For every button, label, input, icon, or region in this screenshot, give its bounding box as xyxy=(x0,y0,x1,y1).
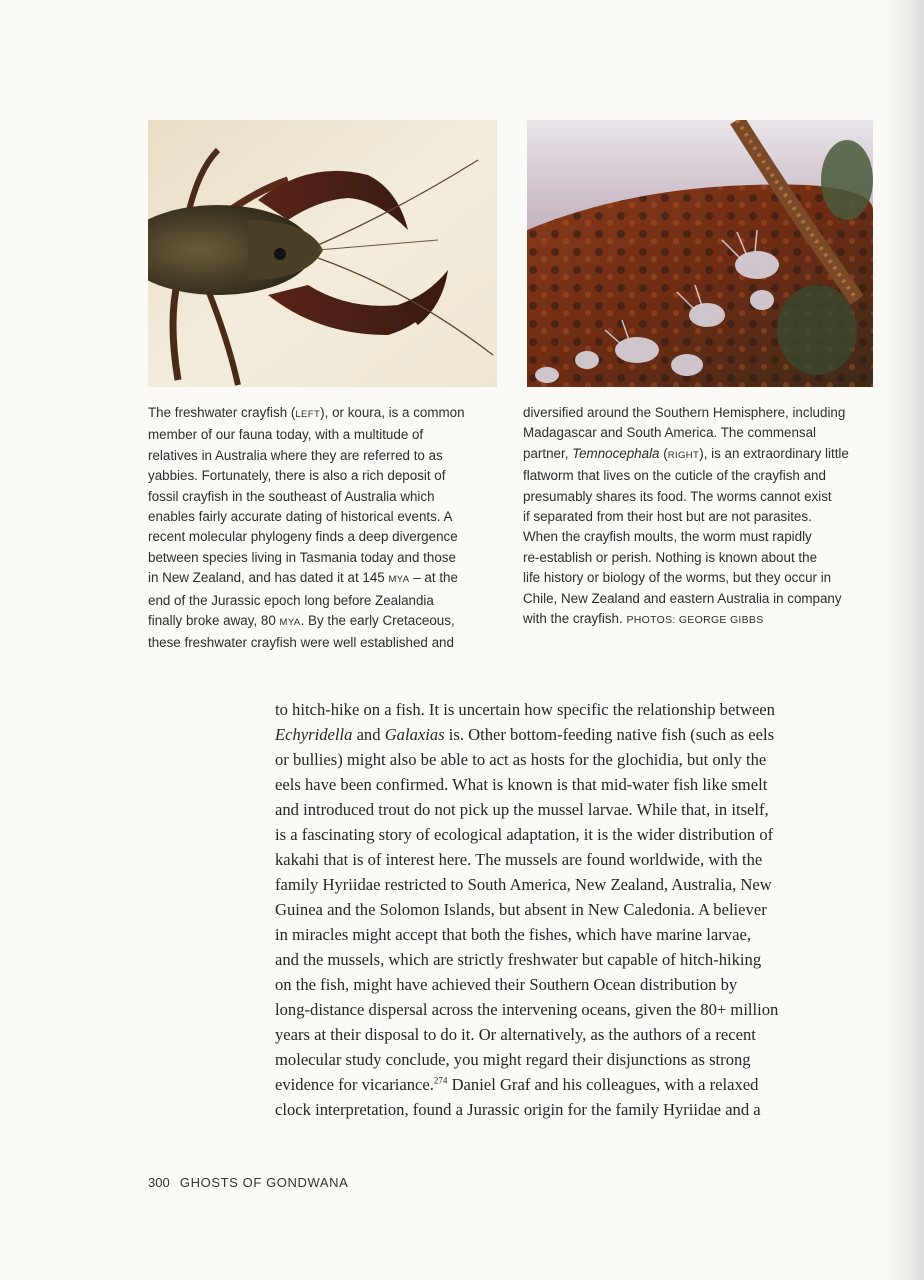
body-line: long-distance dispersal across the intervening oceans, given the 80+ million xyxy=(275,1000,779,1019)
small-caps: MYA xyxy=(279,617,301,629)
caption-line: end of the Jurassic epoch long before Zealandia xyxy=(148,592,434,608)
caption-line: Madagascar and South America. The commensal xyxy=(523,425,817,441)
crayfish-photo xyxy=(148,120,497,387)
caption-line: life history or biology of the worms, but they occur in xyxy=(523,570,832,586)
body-line: in miracles might accept that both the fishes, which have marine larvae, xyxy=(275,925,751,944)
caption-line: Chile, New Zealand and eastern Australia in company xyxy=(523,590,842,606)
body-line: is a fascinating story of ecological adaptation, it is the wider distribution of xyxy=(275,825,774,844)
body-line: Guinea and the Solomon Islands, but absent in New Caledonia. A believer xyxy=(275,900,767,919)
caption-line: presumably shares its food. The worms cannot exist xyxy=(523,488,832,504)
body-line: clock interpretation, found a Jurassic origin for the family Hyriidae and a xyxy=(275,1100,761,1119)
caption-line: member of our fauna today, with a multitude of xyxy=(148,427,424,443)
caption-line: flatworm that lives on the cuticle of the crayfish and xyxy=(523,468,826,484)
footnote-reference: 274 xyxy=(433,1075,448,1086)
body-line: and the mussels, which are strictly freshwater but capable of hitch-hiking xyxy=(275,950,762,969)
caption-line: relatives in Australia where they are referred to as xyxy=(148,447,443,463)
page-footer xyxy=(148,1175,348,1190)
italic-term: Temnocephala xyxy=(572,445,660,461)
small-caps: MYA xyxy=(388,574,410,586)
body-paragraph xyxy=(275,697,875,1122)
page-number: 300 xyxy=(148,1175,170,1190)
body-line: Echyridella and Galaxias is. Other bottom-feeding native fish (such as eels xyxy=(275,725,775,744)
caption-line: The freshwater crayfish (LEFT), or koura, is a common xyxy=(148,405,465,420)
caption-line: with the crayfish. PHOTOS: GEORGE GIBBS xyxy=(523,611,764,627)
caption-line: recent molecular phylogeny finds a deep divergence xyxy=(148,529,458,545)
caption-line: re-establish or perish. Nothing is known about the xyxy=(523,549,818,565)
body-line: years at their disposal to do it. Or alternatively, as the authors of a recent xyxy=(275,1025,756,1044)
temnocephala-photo xyxy=(527,120,873,387)
italic-term: Echyridella xyxy=(275,725,353,744)
caption-line: if separated from their host but are not parasites. xyxy=(523,509,812,525)
body-line: kakahi that is of interest here. The mussels are found worldwide, with the xyxy=(275,850,763,869)
body-line: on the fish, might have achieved their Southern Ocean distribution by xyxy=(275,975,738,994)
running-title: GHOSTS OF GONDWANA xyxy=(179,1175,349,1190)
caption-line: enables fairly accurate dating of historical events. A xyxy=(148,509,453,525)
caption-left xyxy=(148,403,493,654)
caption-line: yabbies. Fortunately, there is also a rich deposit of xyxy=(148,468,446,484)
body-line: or bullies) might also be able to act as hosts for the glochidia, but only the xyxy=(275,750,767,769)
body-line: to hitch-hike on a fish. It is uncertain how specific the relationship between xyxy=(275,700,775,719)
small-caps: LEFT xyxy=(295,409,321,420)
italic-term: Galaxias xyxy=(384,725,445,744)
photo-credit: PHOTOS: GEORGE GIBBS xyxy=(626,614,764,627)
page-edge-shadow xyxy=(884,0,924,1280)
body-line: evidence for vicariance.$^{274}$ Daniel Graf and his colleagues, with a relaxed xyxy=(275,1075,759,1094)
body-line: molecular study conclude, you might regard their disjunctions as strong xyxy=(275,1050,751,1069)
caption-line: in New Zealand, and has dated it at 145 MYA – at the xyxy=(148,570,458,586)
caption-line: diversified around the Southern Hemisphere, including xyxy=(523,405,846,420)
small-caps: RIGHT xyxy=(667,449,700,461)
body-line: family Hyriidae restricted to South America, New Zealand, Australia, New xyxy=(275,875,772,894)
caption-line: these freshwater crayfish were well established and xyxy=(148,635,454,651)
caption-line: fossil crayfish in the southeast of Australia which xyxy=(148,488,435,504)
body-line: and introduced trout do not pick up the mussel larvae. While that, in itself, xyxy=(275,800,769,819)
body-line: eels have been confirmed. What is known is that mid-water fish like smelt xyxy=(275,775,768,794)
caption-line: finally broke away, 80 MYA. By the early Cretaceous, xyxy=(148,613,455,629)
caption-line: between species living in Tasmania today and those xyxy=(148,549,456,565)
caption-right xyxy=(523,403,875,630)
caption-line: When the crayfish moults, the worm must rapidly xyxy=(523,529,812,545)
caption-line: partner, Temnocephala (RIGHT), is an extraordinary little xyxy=(523,445,849,461)
